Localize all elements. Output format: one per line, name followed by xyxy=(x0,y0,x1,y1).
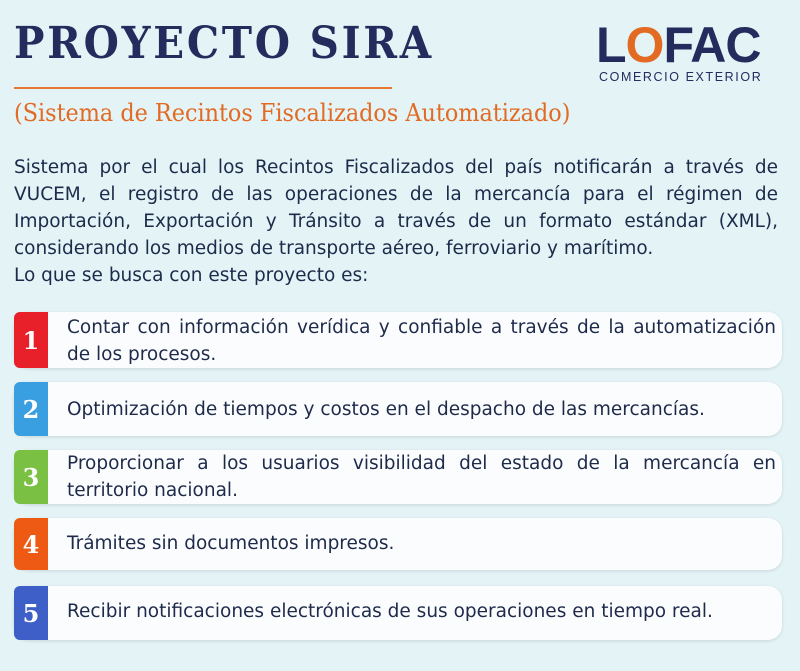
list-item-text-4: Trámites sin documentos impresos. xyxy=(67,533,395,554)
number-badge-1: 1 xyxy=(14,312,48,368)
number-badge-3: 3 xyxy=(14,450,48,504)
list-item-text-5: Recibir notificaciones electrónicas de sus operaciones en tiempo real. xyxy=(67,601,713,622)
number-badge-2: 2 xyxy=(14,382,48,436)
logo-letter-l: L xyxy=(596,17,626,73)
list-item-4 xyxy=(14,518,782,570)
intro-text xyxy=(14,154,778,289)
page-subtitle: (Sistema de Recintos Fiscalizados Automatizado) xyxy=(14,99,571,127)
list-item-5 xyxy=(14,586,782,640)
number-badge-4: 4 xyxy=(14,518,48,570)
list-item-text-1: Contar con información verídica y confiable a través de la automatización de los procesos. xyxy=(67,317,776,365)
intro-lead: Lo que se busca con este proyecto es: xyxy=(14,265,369,286)
logo-letters-fac: FAC xyxy=(663,17,761,73)
list-item-3 xyxy=(14,450,782,504)
list-item-1 xyxy=(14,312,782,368)
logo-letter-o: O xyxy=(625,17,664,73)
page-title: PROYECTO SIRA xyxy=(14,18,434,69)
logo-tagline: COMERCIO EXTERIOR xyxy=(599,70,763,84)
list-item-text-3: Proporcionar a los usuarios visibilidad del estado de la mercancía en territorio nacional. xyxy=(67,453,776,501)
logo-wordmark xyxy=(596,17,761,73)
intro-paragraph: Sistema por el cual los Recintos Fiscalizados del país notificarán a través de VUCEM, el registro de las operaciones de la mercancía para el régimen de Importación, Exportación y Tránsito a través de un formato estándar (XML), considerando los medios de transporte aéreo, ferroviario y marítimo. xyxy=(14,157,778,259)
list-item-text-2: Optimización de tiempos y costos en el despacho de las mercancías. xyxy=(67,399,705,420)
list-item-2 xyxy=(14,382,782,436)
number-badge-5: 5 xyxy=(14,586,48,640)
lofac-logo xyxy=(596,17,774,92)
title-underline xyxy=(14,87,392,89)
